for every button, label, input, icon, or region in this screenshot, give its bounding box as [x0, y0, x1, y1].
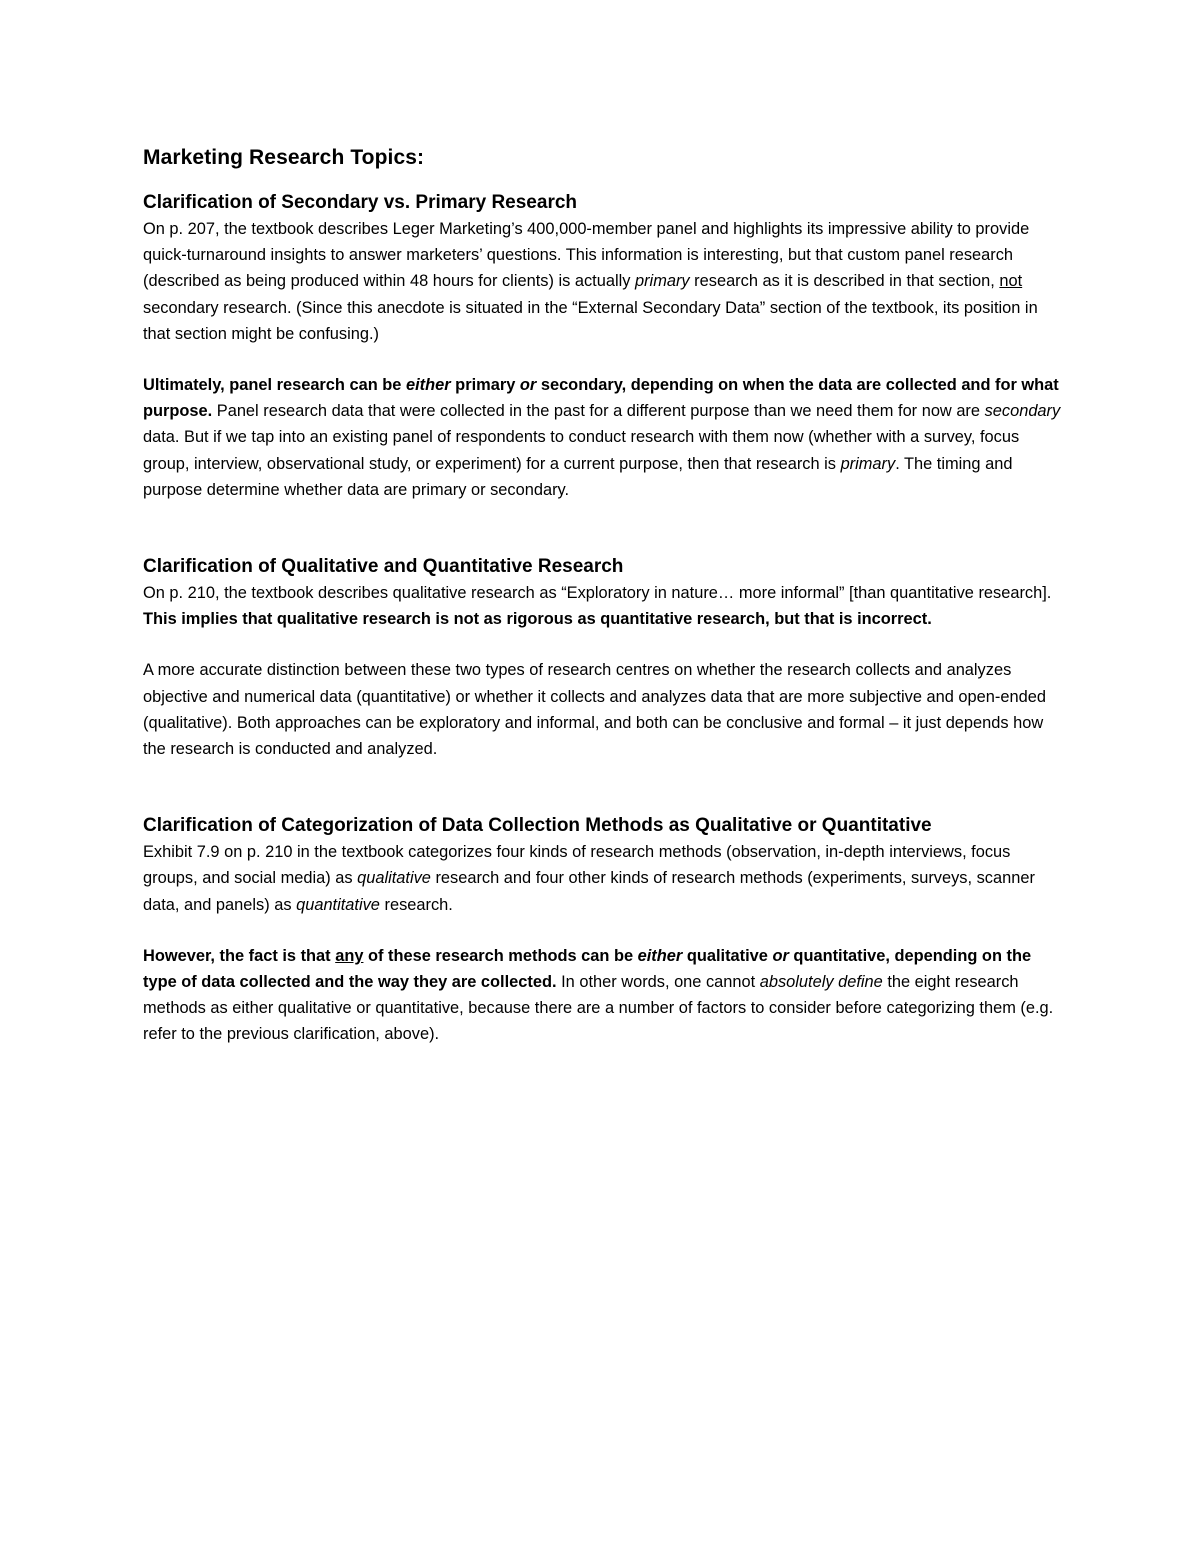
text-segment-bold: primary: [450, 376, 520, 395]
text-segment-bold-italic: or: [519, 376, 537, 395]
text-segment-bold: This implies that qualitative research is not as rigorous as quantitative research, but that is incorrect.: [143, 610, 932, 629]
section-secondary-vs-primary: [143, 190, 1063, 503]
paragraph: [143, 372, 1063, 503]
text-segment: On p. 210, the textbook describes qualitative research as “Exploratory in nature… more informal” [than quantitative research].: [143, 584, 1052, 603]
text-segment-underline: not: [999, 272, 1023, 291]
text-segment-italic: qualitative: [357, 869, 431, 888]
text-segment-bold-italic: either: [637, 946, 683, 965]
text-segment-italic: absolutely define: [759, 973, 883, 992]
paragraph: [143, 580, 1063, 632]
text-segment: On p. 207, the textbook describes Leger Marketing’s 400,000-member panel and highlights its impressive ability to provide quick-turnaround insights to answer marketers’ questions. This information is interesting, but that custom panel research (described as being produced within 48 hours for clients) is actually: [143, 220, 1030, 291]
text-segment-bold: Ultimately, panel research can be: [143, 376, 406, 395]
text-segment-italic: primary: [634, 272, 690, 291]
section-heading: Clarification of Categorization of Data Collection Methods as Qualitative or Quantitative: [143, 815, 932, 837]
paragraph: [143, 657, 1063, 762]
text-segment: research and four other kinds of research methods (experiments, surveys, scanner data, and panels) as: [143, 869, 1035, 914]
paragraph: [143, 943, 1063, 1048]
text-segment: A more accurate distinction between these two types of research centres on whether the research collects and analyzes objective and numerical data (quantitative) or whether it collects and analyzes data that are more subjective and open-ended (qualitative). Both approaches can be exploratory and informal, and both can be conclusive and formal – it just depends how the research is conducted and analyzed.: [143, 661, 1046, 759]
document-title: Marketing Research Topics:: [143, 146, 425, 169]
text-segment: research as it is described in that section,: [689, 272, 1000, 291]
text-segment-italic: secondary: [984, 402, 1061, 421]
text-segment-bold: quantitative, depending on the type of data collected and the way they are collected.: [143, 946, 1032, 992]
text-segment: In other words, one cannot: [556, 973, 760, 992]
section-categorization-of-methods: [143, 813, 1063, 1047]
text-segment-italic: primary: [840, 454, 896, 473]
text-segment: secondary research. (Since this anecdote is situated in the “External Secondary Data” section of the textbook, its position in that section might be confusing.): [143, 298, 1038, 343]
text-segment: Exhibit 7.9 on p. 210 in the textbook categorizes four kinds of research methods (observation, in-depth interviews, focus groups, and social media) as: [143, 843, 1011, 888]
text-segment-bold-italic: or: [772, 946, 789, 965]
section-heading: Clarification of Qualitative and Quantitative Research: [143, 556, 624, 578]
text-segment-bold: qualitative: [682, 946, 773, 965]
text-segment-bold-underline: any: [335, 946, 364, 965]
text-segment: data. But if we tap into an existing panel of respondents to conduct research with them now (whether with a survey, focus group, interview, observational study, or experiment) for a current purpose, then that research is: [143, 428, 1020, 473]
text-segment-bold: secondary, depending on when the data are collected and for what purpose.: [143, 376, 1059, 421]
document-page: [143, 140, 1063, 1048]
section-heading: Clarification of Secondary vs. Primary Research: [143, 192, 578, 213]
text-segment: Panel research data that were collected in the past for a different purpose than we need them for now are: [212, 402, 985, 421]
paragraph: [143, 216, 1063, 347]
text-segment: the eight research methods as either qualitative or quantitative, because there are a number of factors to consider before categorizing them (e.g. refer to the previous clarification, above).: [143, 973, 1054, 1044]
text-segment: research.: [379, 895, 453, 914]
text-segment-bold: However, the fact is that: [143, 946, 336, 965]
text-segment-bold: of these research methods can be: [363, 946, 638, 965]
text-segment: . The timing and purpose determine whether data are primary or secondary.: [143, 454, 1013, 499]
text-segment-bold-italic: either: [405, 376, 451, 395]
paragraph: [143, 839, 1063, 918]
text-segment-italic: quantitative: [296, 895, 380, 914]
section-qualitative-and-quantitative: [143, 554, 1063, 762]
